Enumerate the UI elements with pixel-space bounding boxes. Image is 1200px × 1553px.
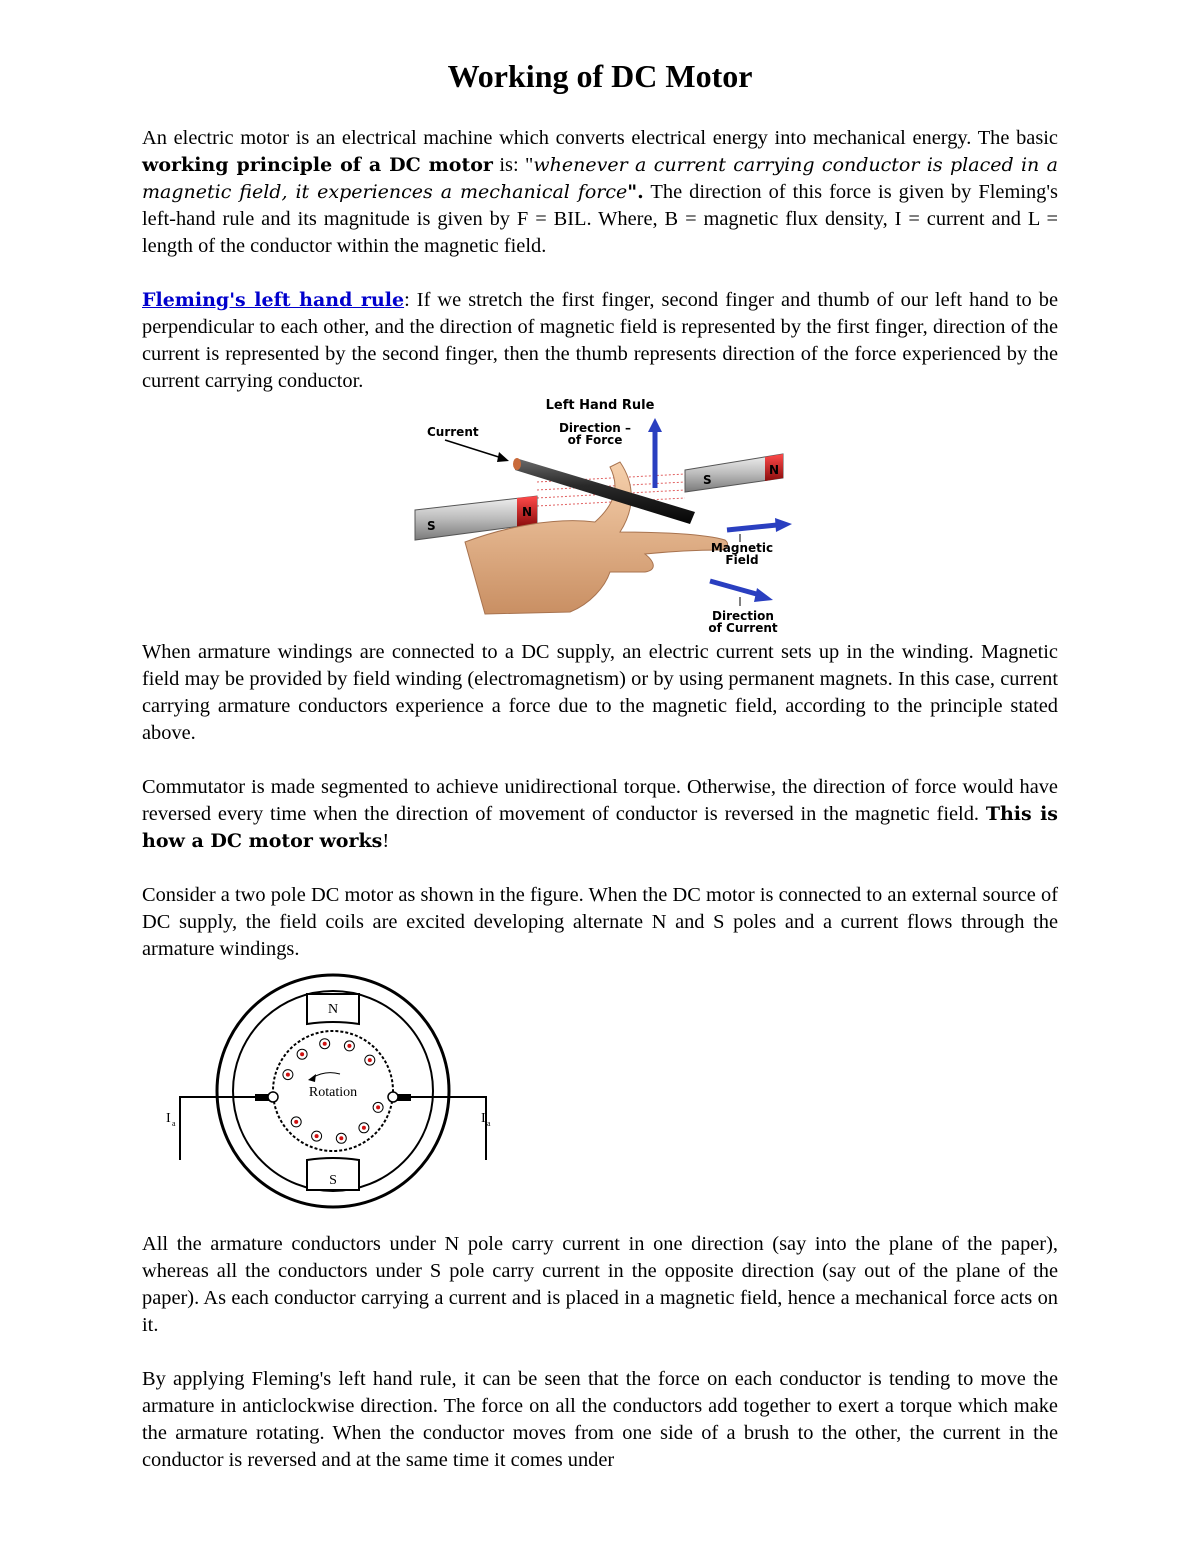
force-label-2: of Force: [567, 433, 623, 447]
current-label: Current: [427, 425, 479, 439]
fleming-paragraph: [142, 287, 1058, 395]
figure-title: Left Hand Rule: [545, 398, 655, 413]
right-magnet-n-label: N: [769, 463, 780, 477]
conductor-dot: [362, 1126, 366, 1130]
commutator-text-1: Commutator is made segmented to achieve unidirectional torque. Otherwise, the direction of force would have reversed every time when the direction of movement of conductor is reversed in the magnetic field.: [142, 776, 1058, 825]
intro-text-3: The direction of this force is given by Fleming's left-hand rule and its magnitude is given by F = BIL. Where, B = magnetic flux density, I = current and L = length of the conductor within the magnetic field.: [142, 181, 1058, 257]
right-current-subscript: a: [487, 1119, 491, 1128]
conductor-dot: [339, 1136, 343, 1140]
left-brush: [255, 1094, 269, 1101]
right-magnet-s-label: S: [703, 473, 712, 487]
conductor-dot: [286, 1073, 290, 1077]
armature-paragraph: When armature windings are connected to a DC supply, an electric current sets up in the winding. Magnetic field may be provided by field winding (electromagnetism) or by using permanent magnets. In this case, current carrying armature conductors experience a force due to the magnetic field, according to the principle stated above.: [142, 641, 1058, 744]
current-direction-arrow-head: [754, 588, 773, 602]
intro-text-1: An electric motor is an electrical machine which converts electrical energy into mechanical energy. The basic: [142, 127, 1058, 149]
force-arrow-head: [648, 418, 662, 432]
conductor-dot: [294, 1120, 298, 1124]
commutator-text-2: !: [382, 830, 390, 852]
dc-motor-diagram: [160, 972, 510, 1222]
page-title: Working of DC Motor: [447, 58, 753, 94]
conductor-dot: [315, 1134, 319, 1138]
right-brush: [397, 1094, 411, 1101]
left-hand-rule-figure: [405, 392, 805, 634]
right-current-label: I: [481, 1111, 486, 1126]
south-pole-label: S: [329, 1173, 337, 1188]
conductor-dot: [323, 1042, 327, 1046]
left-magnet-n-label: N: [522, 505, 533, 519]
field-arrow: [727, 525, 777, 530]
rotation-arrow: [312, 1073, 340, 1078]
fleming-application-paragraph: By applying Fleming's left hand rule, it can be seen that the force on each conductor is tending to move the armature in anticlockwise direction. The force on all the conductors add together to exert a torque which make the armature rotating. When the conductor moves from one side of a brush to the other, the current in the conductor is reversed and at the same time it comes under: [142, 1368, 1058, 1471]
current-direction-arrow: [710, 581, 760, 595]
conductor-dot: [376, 1105, 380, 1109]
left-current-label: I: [166, 1111, 171, 1126]
left-commutator-contact: [268, 1092, 278, 1102]
fleming-text: : If we stretch the first finger, second finger and thumb of our left hand to be perpendicular to each other, and the direction of magnetic field is represented by the first finger, direction of the current is represented by the second finger, then the thumb represents direction of the force experienced by the current carrying conductor.: [142, 289, 1058, 392]
conductors-paragraph: All the armature conductors under N pole carry current in one direction (say into the plane of the paper), whereas all the conductors under S pole carry current in the opposite direction (say out of the plane of the paper). As each conductor carrying a current and is placed in a magnetic field, hence a mechanical force acts on it.: [142, 1233, 1058, 1336]
intro-bold-quote-end: ".: [627, 181, 644, 203]
right-commutator-contact: [388, 1092, 398, 1102]
field-label-2: Field: [725, 553, 759, 567]
conductor-dot: [368, 1058, 372, 1062]
direction-current-label-1: Direction: [712, 609, 774, 623]
left-magnet-s-label: S: [427, 519, 436, 533]
current-pointer: [445, 440, 505, 459]
intro-paragraph: [142, 125, 1058, 260]
current-pointer-head: [497, 452, 509, 462]
commutator-paragraph: [142, 774, 1058, 855]
commutator-bold: This is how a DC motor works: [142, 803, 1058, 852]
intro-text-2: is: ": [492, 154, 534, 176]
intro-bold-principle: working principle of a DC motor: [142, 154, 493, 176]
south-pole: [307, 1158, 359, 1190]
north-pole-label: N: [327, 1002, 339, 1017]
intro-italic-quote: whenever a current carrying conductor is placed in a magnetic field, it experiences a mechanical force: [142, 154, 1058, 203]
field-label-1: Magnetic: [710, 541, 774, 555]
fleming-rule-link[interactable]: Fleming's left hand rule: [142, 289, 405, 311]
field-arrow-head: [775, 518, 792, 532]
force-label-1: Direction –: [558, 421, 632, 435]
right-magnet: [685, 454, 783, 492]
two-pole-paragraph: Consider a two pole DC motor as shown in the figure. When the DC motor is connected to an external source of DC supply, the field coils are excited developing alternate N and S poles and a current flows through the armature windings.: [142, 884, 1058, 960]
rotation-arrow-head: [308, 1074, 316, 1082]
direction-current-label-2: of Current: [708, 621, 778, 634]
north-pole: [307, 994, 359, 1024]
left-current-subscript: a: [172, 1119, 176, 1128]
conductor-dot: [347, 1044, 351, 1048]
conductor-dot: [300, 1052, 304, 1056]
rotation-label: Rotation: [308, 1085, 358, 1100]
